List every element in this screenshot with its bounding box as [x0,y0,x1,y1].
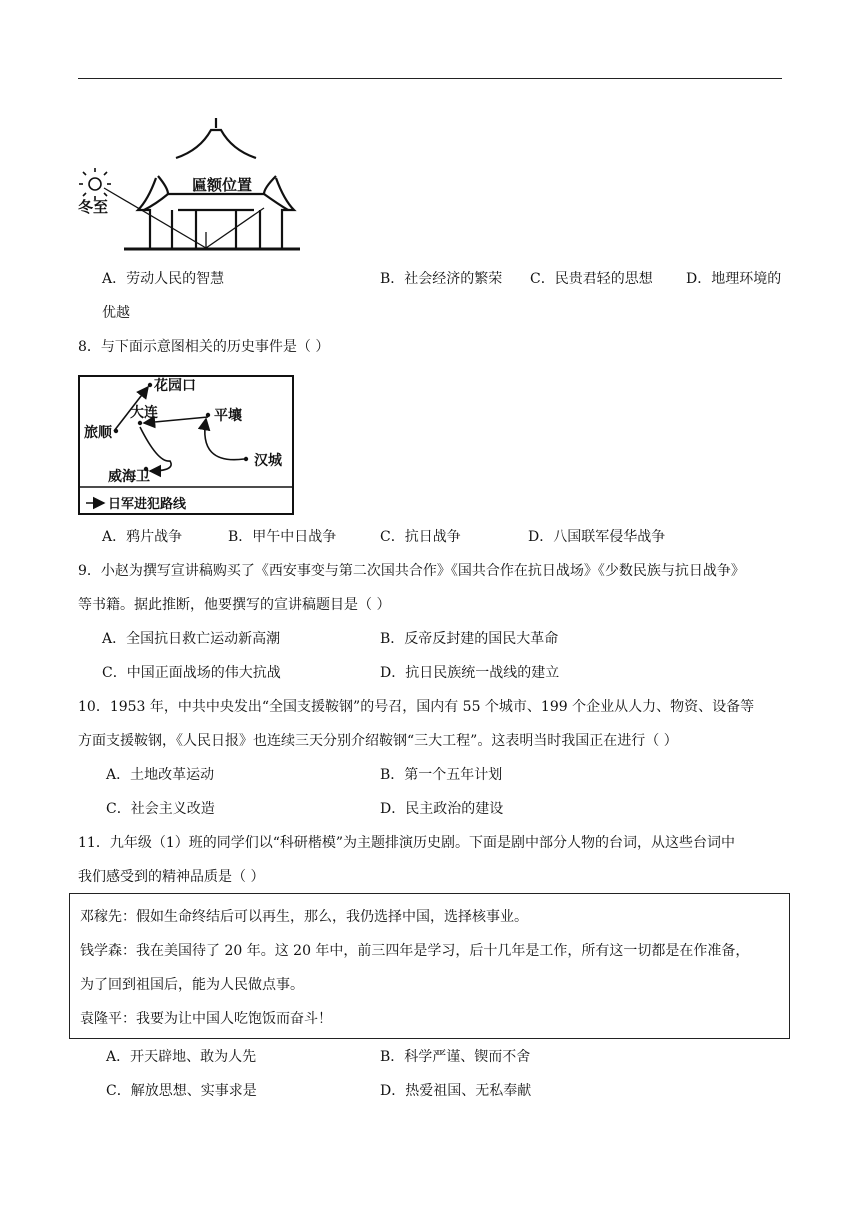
q8-option-d[interactable]: D．八国联军侵华战争 [528,529,666,545]
q9-stem-line2: 等书籍。据此推断，他要撰写的宣讲稿题目是（ ） [78,597,391,613]
map-label-huayuankou: 花园口 [154,378,196,394]
quote-deng-jiaxian: 邓稼先：假如生命终结后可以再生，那么，我仍选择中国，选择核事业。 [80,909,528,925]
q11-option-d[interactable]: D．热爱祖国、无私奉献 [380,1083,532,1099]
q9-stem-line1: 9．小赵为撰写宣讲稿购买了《西安事变与第二次国共合作》《国共合作在抗日战场》《少数民族与抗日战争》 [78,563,745,579]
q11-stem-line1: 11．九年级（1）班的同学们以“科研楷模”为主题排演历史剧。下面是剧中部分人物的台词，从这些台词中 [78,835,736,851]
sun-ray-lines [104,188,264,248]
map-label-dalian: 大连 [130,405,158,421]
q11-option-a[interactable]: A．开天辟地、敢为人先 [106,1049,257,1065]
sun-icon [79,168,111,200]
q8-option-c[interactable]: C．抗日战争 [380,529,461,545]
q9-option-d[interactable]: D．抗日民族统一战线的建立 [380,665,560,681]
plaque-position-label: 匾额位置 [192,176,253,194]
map-legend-label: 日军进犯路线 [108,497,187,512]
map-label-lushun: 旅顺 [84,425,112,441]
q10-option-c[interactable]: C．社会主义改造 [106,801,215,817]
q11-option-b[interactable]: B．科学严谨、锲而不舍 [380,1049,531,1065]
q9-option-a[interactable]: A．全国抗日救亡运动新高潮 [102,631,281,647]
quote-qian-xuesen-line1: 钱学森：我在美国待了 20 年。这 20 年中，前三四年是学习，后十几年是工作，所有这一切都是在作准备， [80,943,750,959]
q8-option-b[interactable]: B．甲午中日战争 [228,529,337,545]
q9-option-b[interactable]: B．反帝反封建的国民大革命 [380,631,559,647]
q7-option-c[interactable]: C．民贵君轻的思想 [530,271,653,287]
q8-option-a[interactable]: A．鸦片战争 [102,529,183,545]
map-label-weihaiwei: 威海卫 [108,469,150,485]
q10-option-d[interactable]: D．民主政治的建设 [380,801,504,817]
building-sun-figure [78,112,308,258]
header-rule [78,78,782,79]
quote-qian-xuesen-line2: 为了回到祖国后，能为人民做点事。 [80,977,304,993]
q11-stem-line2: 我们感受到的精神品质是（ ） [78,869,265,885]
q10-option-a[interactable]: A．土地改革运动 [106,767,215,783]
winter-solstice-label: 冬至 [78,198,109,216]
q11-option-c[interactable]: C．解放思想、实事求是 [106,1083,257,1099]
q9-option-c[interactable]: C．中国正面战场的伟大抗战 [102,665,281,681]
q7-option-b[interactable]: B．社会经济的繁荣 [380,271,503,287]
q10-stem-line1: 10．1953 年，中共中央发出“全国支援鞍钢”的号召，国内有 55 个城市、199 个企业从人力、物资、设备等 [78,699,755,715]
map-label-hancheng: 汉城 [254,453,282,469]
q10-option-b[interactable]: B．第一个五年计划 [380,767,503,783]
q8-stem: 8．与下面示意图相关的历史事件是（ ） [78,339,330,355]
q10-stem-line2: 方面支援鞍钢，《人民日报》也连续三天分别介绍鞍钢“三大工程”。这表明当时我国正在进行（ ） [78,733,678,749]
japanese-invasion-route-map [78,375,296,515]
q7-option-d-continued: 优越 [102,305,130,321]
quote-yuan-longping: 袁隆平：我要为让中国人吃饱饭而奋斗！ [80,1011,332,1027]
q7-option-a[interactable]: A．劳动人民的智慧 [102,271,225,287]
q7-option-d[interactable]: D．地理环境的 [686,271,782,287]
map-label-pyongyang: 平壤 [214,408,242,424]
